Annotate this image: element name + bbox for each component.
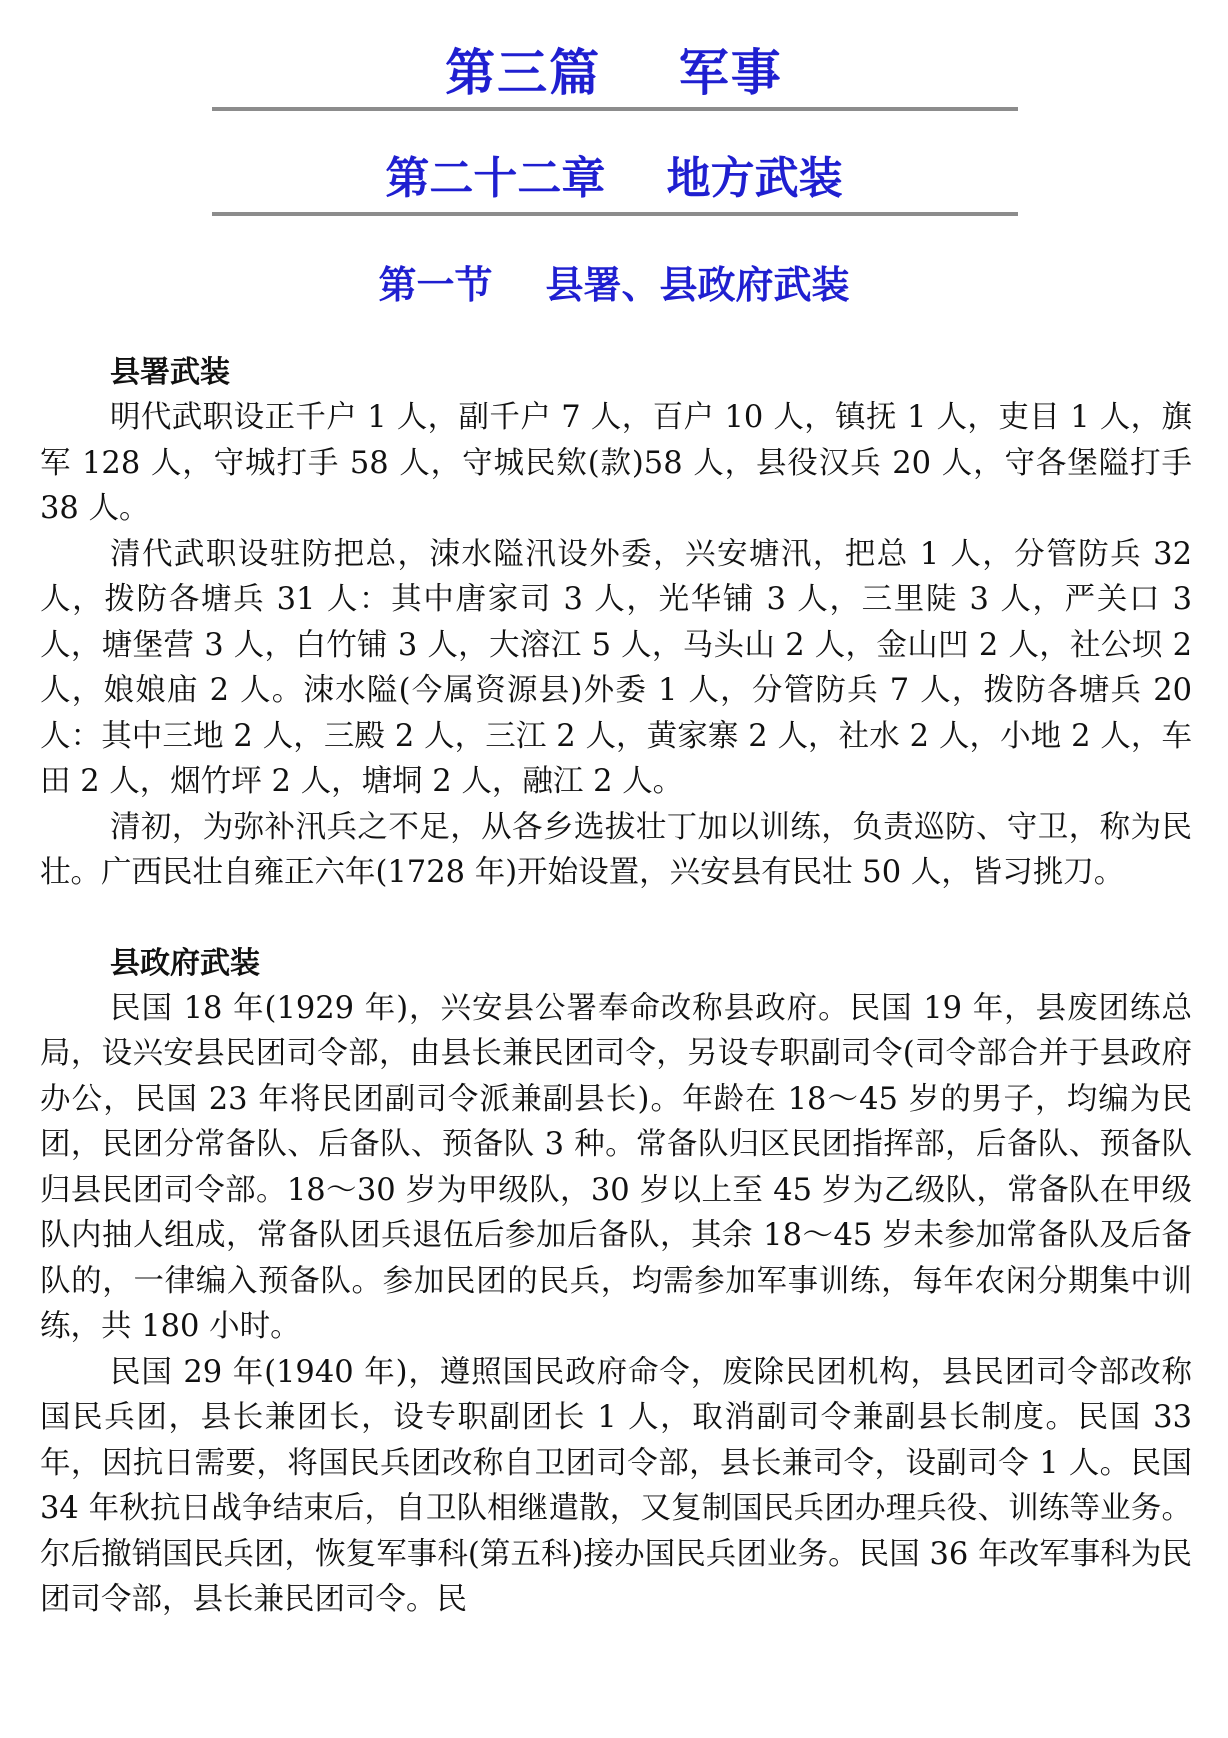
paragraph: 民国 29 年(1940 年)，遵照国民政府命令，废除民团机构，县民团司令部改称国民兵团，县长兼团长，设专职副团长 1 人，取消副司令兼副县长制度。民国 33 年，因抗日需要，将国民兵团改称自卫团司令部，县长兼司令，设副司令 1 人。民国 34 年秋抗日战争结束后，自卫队相继遣散，又复制国民兵团办理兵役、训练等业务。尔后撤销国民兵团，恢复军事科(第五科)接办国民兵团业务。民国 36 年改军事科为民团司令部，县长兼民团司令。民 [40, 1354, 1192, 1617]
paragraph: 民国 18 年(1929 年)，兴安县公署奉命改称县政府。民国 19 年，县废团练总局，设兴安县民团司令部，由县长兼民团司令，另设专职副司令(司令部合并于县政府办公，民国 23 年将民团副司令派兼副县长)。年龄在 18～45 岁的男子，均编为民团，民团分常备队、后备队、预备队 3 种。常备队归区民团指挥部，后备队、预备队归县民团司令部。18～30 岁为甲级队，30 岁以上至 45 岁为乙级队，常备队在甲级队内抽人组成，常备队团兵退伍后参加后备队，其余 18～45 岁未参加常备队及后备队的，一律编入预备队。参加民团的民兵，均需参加军事训练，每年农闲分期集中训练，共 180 小时。 [40, 990, 1192, 1344]
title-divider [212, 107, 1018, 111]
section-gap [40, 896, 1192, 941]
chapter-divider [212, 212, 1018, 216]
chapter-title: 第二十二章 地方武装 [385, 153, 843, 204]
paragraph: 清初，为弥补汛兵之不足，从各乡选拔壮丁加以训练，负责巡防、守卫，称为民壮。广西民壮自雍正六年(1728 年)开始设置，兴安县有民壮 50 人，皆习挑刀。 [40, 809, 1192, 890]
section-title: 第一节 县署、县政府武装 [378, 262, 850, 307]
body-text [40, 350, 1192, 1623]
paragraph: 明代武职设正千户 1 人，副千户 7 人，百户 10 人，镇抚 1 人，吏目 1 人，旗军 128 人，守城打手 58 人，守城民欸(款)58 人，县役汉兵 20 人，守各堡隘打手 38 人。 [40, 400, 1192, 526]
subsection-heading: 县署武装 [110, 355, 230, 390]
paragraph: 清代武职设驻防把总，洓水隘汛设外委，兴安塘汛，把总 1 人，分管防兵 32 人，拨防各塘兵 31 人：其中唐家司 3 人，光华铺 3 人，三里陡 3 人，严关口 3 人，塘堡营 3 人，白竹铺 3 人，大溶江 5 人，马头山 2 人，金山凹 2 人，社公坝 2 人，娘娘庙 2 人。洓水隘(今属资源县)外委 1 人，分管防兵 7 人，拨防各塘兵 20 人：其中三地 2 人，三殿 2 人，三江 2 人，黄家寨 2 人，社水 2 人，小地 2 人，车田 2 人，烟竹坪 2 人，塘垌 2 人，融江 2 人。 [40, 536, 1192, 799]
part-title: 第三篇 军事 [445, 43, 783, 102]
subsection-heading: 县政府武装 [110, 945, 260, 981]
